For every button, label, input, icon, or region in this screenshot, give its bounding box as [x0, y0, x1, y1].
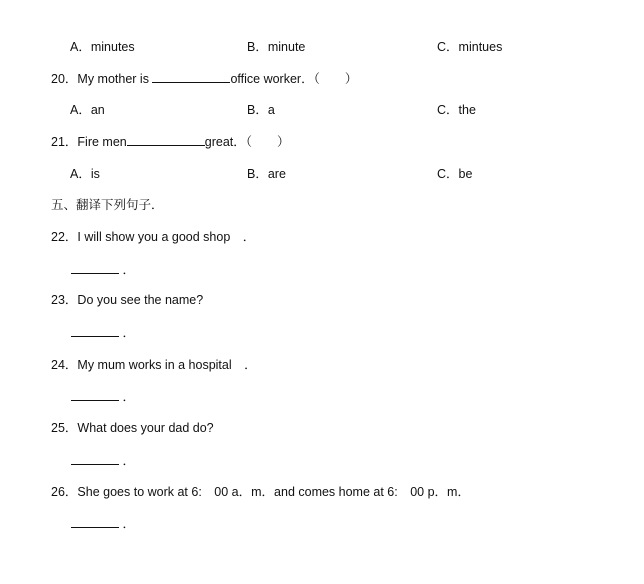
translate-item-25: 25．What does your dad do?: [51, 421, 214, 435]
answer-blank[interactable]: [152, 71, 230, 83]
translate-item-22: 22．I will show you a good shop ．: [51, 230, 256, 244]
q19-option-b: B．minute: [247, 40, 306, 54]
answer-line-24[interactable]: ．: [71, 388, 135, 405]
answer-line-26[interactable]: ．: [71, 515, 135, 532]
question-text-after: office worker: [230, 72, 302, 86]
q20-option-a: A．an: [70, 103, 105, 117]
q20-option-b: B．a: [247, 103, 275, 117]
q21-option-c: C．be: [437, 167, 473, 181]
answer-parentheses[interactable]: （ ）: [245, 135, 290, 149]
answer-blank[interactable]: [127, 134, 205, 146]
question-21: 21．Fire men great．（ ）: [51, 135, 290, 149]
translate-item-24: 24．My mum works in a hospital ．: [51, 358, 257, 372]
answer-line-23[interactable]: ．: [71, 324, 135, 341]
section-title: 五、翻译下列句子．: [51, 198, 164, 212]
question-text: My mother is: [77, 72, 149, 86]
answer-parentheses[interactable]: （ ）: [313, 72, 358, 86]
translate-item-23: 23．Do you see the name?: [51, 293, 204, 307]
question-text-after: great: [204, 135, 234, 149]
question-number: 20: [51, 72, 65, 86]
q21-option-a: A．is: [70, 167, 100, 181]
q19-option-c: C．mintues: [437, 40, 503, 54]
q21-option-b: B．are: [247, 167, 286, 181]
answer-line-25[interactable]: ．: [71, 452, 135, 469]
question-text: Fire men: [77, 135, 127, 149]
q20-option-c: C．the: [437, 103, 476, 117]
question-20: 20．My mother is office worker．（ ）: [51, 72, 358, 86]
question-number: 21: [51, 135, 65, 149]
answer-line-22[interactable]: ．: [71, 261, 135, 278]
q19-option-a: A．minutes: [70, 40, 135, 54]
translate-item-26: 26．She goes to work at 6: 00 a．m．and comes home at 6: 00 p．m．: [51, 485, 470, 499]
